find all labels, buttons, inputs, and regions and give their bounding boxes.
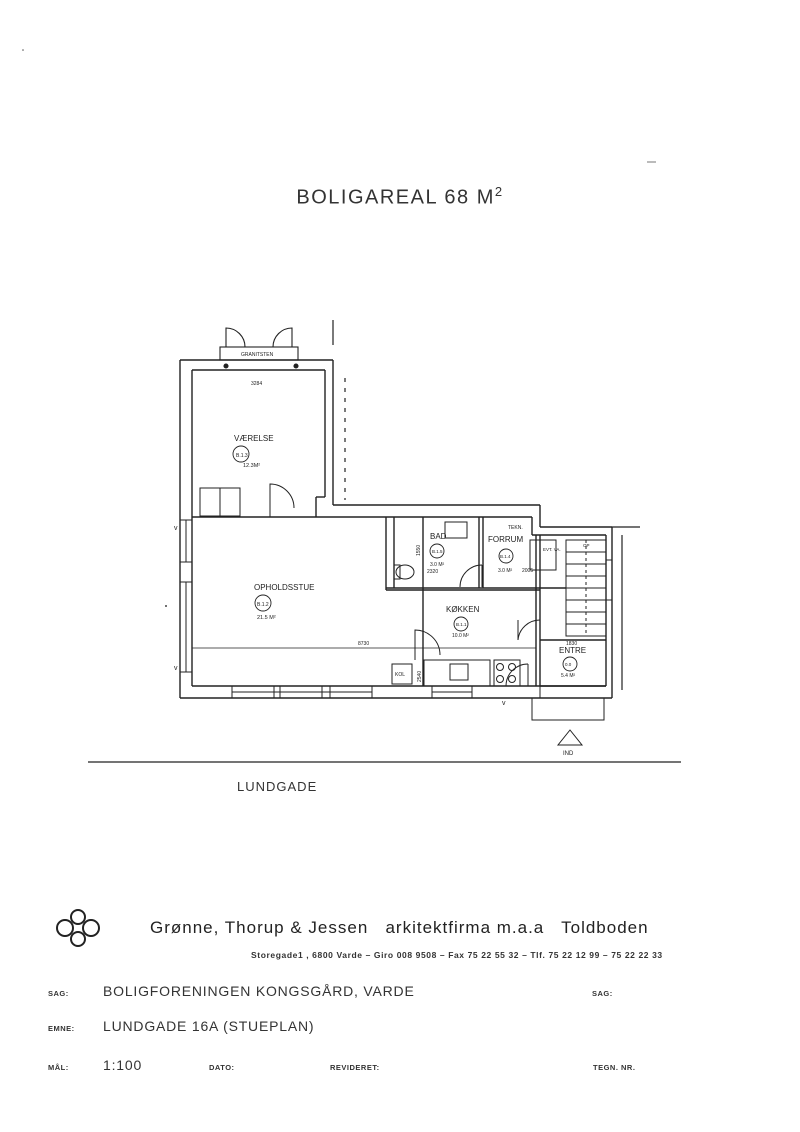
room-entre-code: 0.0 [565,662,572,667]
label-op: OP [583,543,590,548]
emne-value: LUNDGADE 16A (STUEPLAN) [103,1018,315,1034]
sag-value: BOLIGFORENINGEN KONGSGÅRD, VARDE [103,983,415,999]
dim-3284: 3284 [251,381,263,387]
dim-1830: 1830 [566,641,578,647]
label-tekn: TEKN. [508,525,523,531]
dim-1550: 1550 [416,544,422,556]
entrance-label: IND [563,751,574,757]
room-kokken-name: KØKKEN [446,605,480,614]
dim-2005: 2005 [522,568,534,574]
maal-label: MÅL: [48,1063,69,1072]
room-kokken-area: 10.0 M² [452,633,469,639]
room-opholdsstue-code: B.1.2 [257,602,269,608]
toilet [396,565,414,579]
svg-text:v: v [502,700,506,707]
room-forrum-name: FORRUM [488,535,524,544]
room-kokken-code: B.1.1 [456,622,467,627]
outer-walls [180,360,612,698]
kitchen-sink [450,664,468,680]
room-forrum-area: 3.0 M² [498,568,513,574]
room-opholdsstue-name: OPHOLDSSTUE [254,583,315,592]
dato-label: DATO: [209,1063,235,1072]
svg-text:v: v [174,525,178,532]
label-kol: KOL [395,672,406,678]
entrance-arrow-icon [558,730,582,745]
firm-name: Grønne, Thorup & Jessen arkitektfirma m.a.a Toldboden [150,918,649,937]
sink [445,522,467,538]
dim-2320: 2320 [427,569,439,575]
room-entre-name: ENTRE [559,646,587,655]
entrance-landing [532,686,604,720]
room-vaerelse-area: 12.3M² [243,463,261,469]
maal-value: 1:100 [103,1057,143,1073]
room-vaerelse-name: VÆRELSE [234,434,274,443]
emne-label: EMNE: [48,1024,75,1033]
room-opholdsstue-area: 21.5 M² [257,615,276,621]
street-name: LUNDGADE [237,779,318,794]
staircase [566,540,606,636]
label-evt-va: EVT. VA. [543,547,561,552]
room-bad-name: BAD [430,532,447,541]
tegn-nr-label: TEGN. NR. [593,1063,636,1072]
sag-label: SAG: [48,989,69,998]
svg-text:v: v [174,665,178,672]
room-bad-area: 3.0 M² [430,562,445,568]
tech-cabinet [530,540,556,570]
dim-8730: 8730 [358,641,370,647]
firm-logo-icon [54,907,102,949]
revideret-label: REVIDERET: [330,1063,380,1072]
room-tags [233,446,577,671]
room-forrum-code: B.1.4 [500,554,511,559]
scan-speck [22,49,24,51]
firm-address: Storegade1 , 6800 Varde – Giro 008 9508 – Fax 75 22 55 32 – Tlf. 75 22 12 99 – 75 22 22 33 [251,950,663,960]
label-granitsten: GRANITSTEN [241,352,274,358]
terrace-door [220,328,298,368]
title-text: BOLIGAREAL 68 M [296,186,495,209]
title-superscript: 2 [494,184,504,199]
dim-2540: 2540 [417,670,423,682]
room-vaerelse-code: B.1.3 [236,453,248,459]
room-bad-code: B.1.5 [432,549,443,554]
sag-label-right: SAG: [592,989,613,998]
interior-walls [192,517,606,686]
room-entre-area: 5.4 M² [561,673,576,679]
